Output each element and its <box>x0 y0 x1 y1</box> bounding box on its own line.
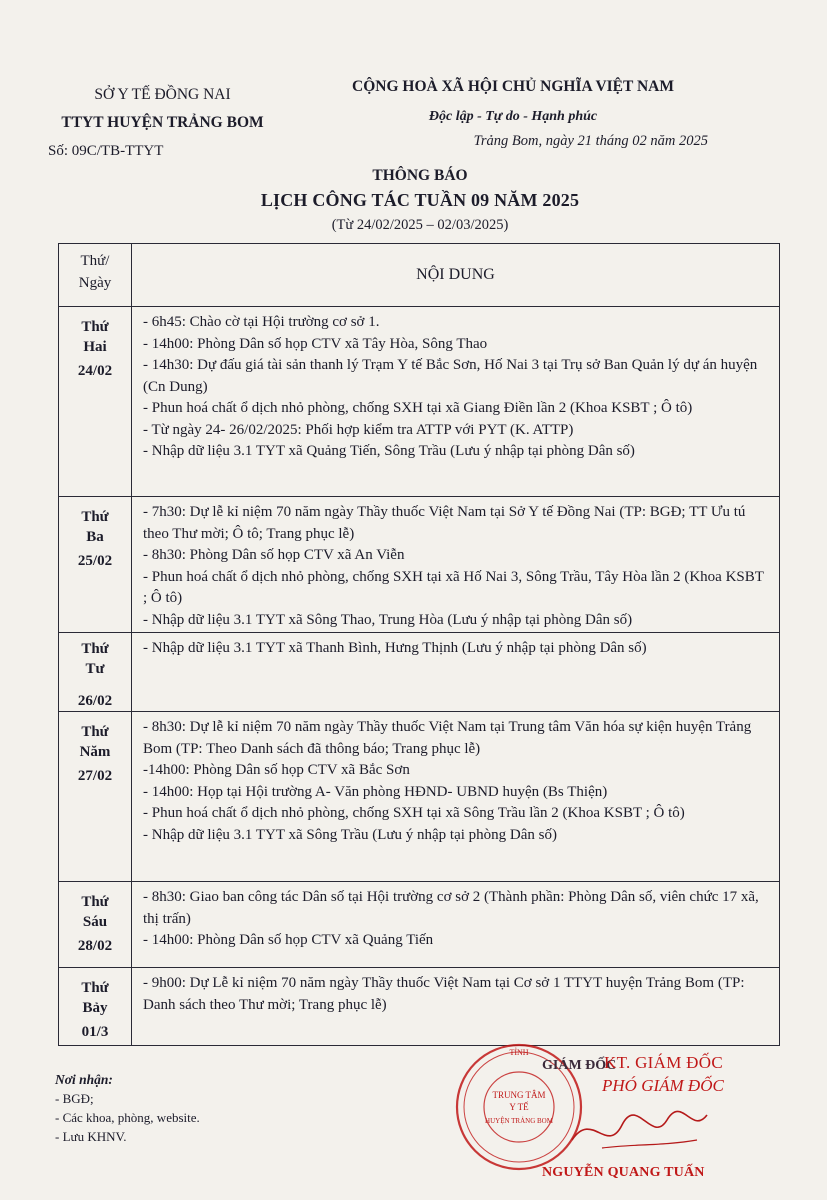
schedule-item: - Phun hoá chất ổ dịch nhỏ phòng, chống SXH tại xã Giang Điền lần 2 (Khoa KSBT ; Ô tô) <box>143 400 693 416</box>
day-label: 25/02 <box>77 553 113 569</box>
schedule-item: - Phun hoá chất ổ dịch nhỏ phòng, chống SXH tại xã Sông Trầu lần 2 (Khoa KSBT ; Ô tô) <box>143 805 685 821</box>
schedule-item: - 9h00: Dự Lễ kỉ niệm 70 năm ngày Thầy thuốc Việt Nam tại Cơ sở 1 TTYT huyện Trảng Bom (TP: Danh sách theo Thư mời; Trang phục lễ) <box>143 975 745 1013</box>
recipient-item: - BGĐ; <box>55 1091 94 1106</box>
nation-title: CỘNG HOÀ XÃ HỘI CHỦ NGHĨA VIỆT NAM <box>352 78 674 95</box>
recipients <box>55 1070 200 1146</box>
day-label: 28/02 <box>77 938 113 954</box>
day-label: Năm <box>79 744 111 760</box>
schedule-item: - Nhập dữ liệu 3.1 TYT xã Thanh Bình, Hưng Thịnh (Lưu ý nhập tại phòng Dân số) <box>143 640 647 656</box>
schedule-item: - Phun hoá chất ổ dịch nhỏ phòng, chống SXH tại xã Hố Nai 3, Sông Trầu, Tây Hòa lần 2 (Khoa KSBT ; Ô tô) <box>143 568 764 606</box>
day-label: Thứ <box>81 894 109 910</box>
day-label: Sáu <box>82 914 108 930</box>
stamp-text: Y TẾ <box>509 1102 529 1112</box>
motto: Độc lập - Tự do - Hạnh phúc <box>428 109 598 124</box>
table-row <box>59 882 780 968</box>
stamp-text: TỈNH <box>509 1048 529 1057</box>
center-name: TTYT HUYỆN TRẢNG BOM <box>61 114 264 131</box>
day-cell <box>59 712 132 882</box>
header-day-line: Thứ/ <box>80 253 110 269</box>
schedule-item: -14h00: Phòng Dân số họp CTV xã Bắc Sơn <box>143 762 410 778</box>
day-label: Thứ <box>81 980 109 996</box>
place-date: Trảng Bom, ngày 21 tháng 02 năm 2025 <box>473 133 708 149</box>
content-cell <box>132 712 780 882</box>
schedule-item: - 14h00: Phòng Dân số họp CTV xã Quảng Tiến <box>143 932 434 948</box>
title-range: (Từ 24/02/2025 – 02/03/2025) <box>331 217 509 233</box>
day-cell <box>59 882 132 968</box>
schedule-item: - 8h30: Phòng Dân số họp CTV xã An Viễn <box>143 547 405 563</box>
header-left <box>40 84 285 162</box>
day-label: 27/02 <box>77 768 113 784</box>
content-cell <box>132 882 780 968</box>
stamp-text: TRUNG TÂM <box>492 1090 546 1100</box>
day-label: Hai <box>83 339 107 355</box>
day-label: Thứ <box>81 641 109 657</box>
schedule-item: - Nhập dữ liệu 3.1 TYT xã Sông Trầu (Lưu ý nhập tại phòng Dân số) <box>143 826 558 843</box>
schedule-item: - 14h00: Họp tại Hội trường A- Văn phòng HĐND- UBND huyện (Bs Thiện) <box>143 783 608 800</box>
agency-name: SỞ Y TẾ ĐỒNG NAI <box>94 86 231 103</box>
signature-block <box>452 1048 782 1195</box>
day-label: 26/02 <box>77 693 113 709</box>
day-cell <box>59 307 132 497</box>
schedule-item: - 14h00: Phòng Dân số họp CTV xã Tây Hòa, Sông Thao <box>143 335 488 352</box>
document-number: Số: 09C/TB-TTYT <box>48 143 164 159</box>
schedule-item: - Nhập dữ liệu 3.1 TYT xã Sông Thao, Trung Hòa (Lưu ý nhập tại phòng Dân số) <box>143 611 633 628</box>
header-day-cell <box>59 244 132 307</box>
day-cell <box>59 968 132 1046</box>
table-row <box>59 712 780 882</box>
content-cell <box>132 968 780 1046</box>
header-right <box>318 76 708 152</box>
table-row <box>59 497 780 633</box>
day-label: Ba <box>86 529 104 545</box>
signer-name: NGUYỄN QUANG TUẤN <box>542 1165 705 1180</box>
schedule-item: - 14h30: Dự đấu giá tài sản thanh lý Trạm Y tế Bắc Sơn, Hố Nai 3 tại Trụ sở Ban Quản lý dự án huyện (Cn Dung) <box>143 357 758 395</box>
schedule-item: - 6h45: Chào cờ tại Hội trường cơ sở 1. <box>143 314 380 330</box>
schedule-item: - 8h30: Giao ban công tác Dân số tại Hội trường cơ sở 2 (Thành phần: Phòng Dân số, viên chức 17 xã, thị trấn) <box>143 889 759 927</box>
content-cell <box>132 633 780 712</box>
table-row <box>59 633 780 712</box>
schedule-table <box>58 243 780 1046</box>
table-row <box>59 968 780 1046</box>
schedule-item: - 8h30: Dự lễ kỉ niệm 70 năm ngày Thầy thuốc Việt Nam tại Trung tâm Văn hóa sự kiện huyện Trảng Bom (TP: Theo Danh sách đã thông báo; Trang phục lễ) <box>143 719 752 757</box>
day-label: Thứ <box>81 724 109 740</box>
day-label: 01/3 <box>81 1024 109 1040</box>
document-title <box>200 165 640 235</box>
day-label: Tư <box>85 661 105 677</box>
table-header-row <box>59 244 780 307</box>
day-label: Thứ <box>81 319 109 335</box>
header-content-cell: NỘI DUNG <box>132 244 780 307</box>
schedule-item: - 7h30: Dự lễ kỉ niệm 70 năm ngày Thầy thuốc Việt Nam tại Sở Y tế Đồng Nai (TP: BGĐ; TT Ưu tú theo Thư mời; Ô tô; Trang phục lễ) <box>143 504 746 542</box>
day-cell <box>59 633 132 712</box>
content-cell <box>132 497 780 633</box>
stamp-text: HUYỆN TRẢNG BOM <box>485 1117 553 1125</box>
content-cell <box>132 307 780 497</box>
schedule-item: - Từ ngày 24- 26/02/2025: Phối hợp kiểm tra ATTP với PYT (K. ATTP) <box>143 421 574 438</box>
day-label: Bảy <box>82 1000 108 1016</box>
day-cell <box>59 497 132 633</box>
recipient-item: - Lưu KHNV. <box>55 1129 127 1144</box>
printed-role: GIÁM ĐỐC <box>542 1058 617 1073</box>
title-kind: THÔNG BÁO <box>372 167 468 184</box>
header-day-line: Ngày <box>78 275 112 291</box>
recipient-item: - Các khoa, phòng, website. <box>55 1110 200 1125</box>
role-deputy: PHÓ GIÁM ĐỐC <box>602 1076 724 1095</box>
title-main: LỊCH CÔNG TÁC TUẦN 09 NĂM 2025 <box>260 190 580 210</box>
day-label: Thứ <box>81 509 109 525</box>
handwritten-signature <box>562 1100 712 1160</box>
day-label: 24/02 <box>77 363 113 379</box>
table-row <box>59 307 780 497</box>
role-prefix: KT. GIÁM ĐỐC <box>604 1053 723 1072</box>
recipients-label: Nơi nhận: <box>55 1072 113 1087</box>
schedule-item: - Nhập dữ liệu 3.1 TYT xã Quảng Tiến, Sông Trầu (Lưu ý nhập tại phòng Dân số) <box>143 443 635 459</box>
